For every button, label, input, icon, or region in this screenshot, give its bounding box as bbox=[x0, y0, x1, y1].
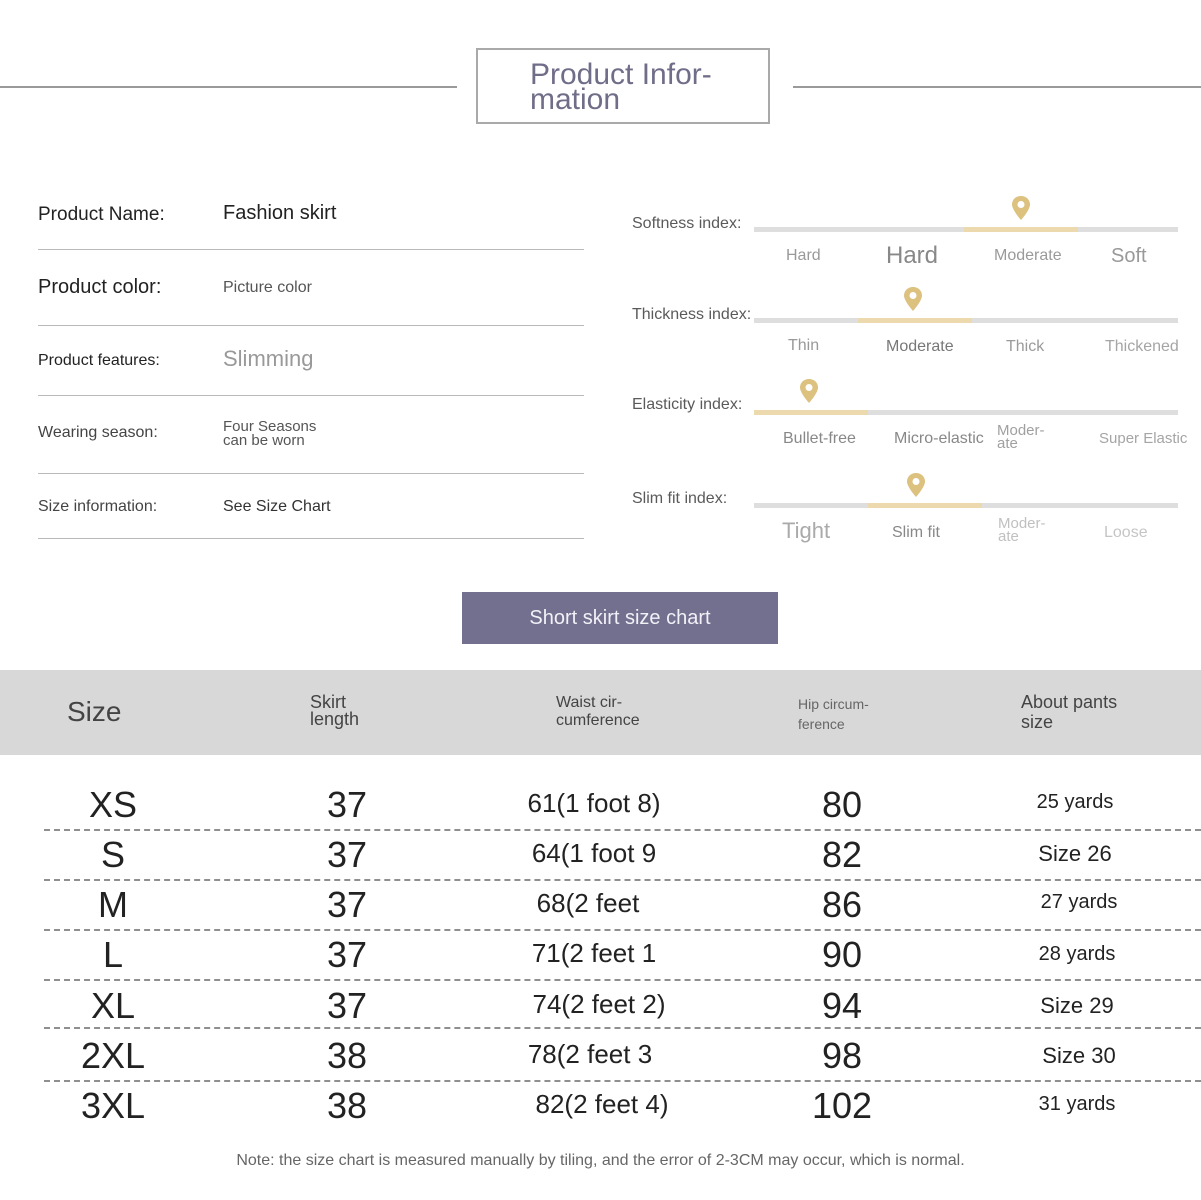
cell-hip: 94 bbox=[821, 985, 863, 1026]
cell-pants-size: 28 yards bbox=[1038, 943, 1116, 965]
page-title: Product Infor- mation bbox=[530, 58, 712, 116]
info-label: Product features: bbox=[38, 352, 160, 369]
index-option: Super Elastic bbox=[1099, 430, 1188, 447]
cell-size: S bbox=[100, 834, 125, 875]
cell-waist: 71(2 feet 1 bbox=[531, 938, 657, 968]
row-divider bbox=[44, 1080, 1201, 1082]
index-highlight bbox=[754, 410, 868, 415]
cell-skirt-length: 37 bbox=[326, 934, 368, 975]
info-divider bbox=[38, 325, 584, 326]
cell-pants-size: Size 26 bbox=[1038, 841, 1112, 866]
cell-size: M bbox=[98, 884, 128, 925]
index-track bbox=[754, 318, 1178, 323]
info-value: Fashion skirt bbox=[223, 202, 337, 224]
index-option: Micro-elastic bbox=[894, 430, 984, 447]
index-label: Elasticity index: bbox=[632, 396, 743, 413]
cell-size: 3XL bbox=[80, 1085, 146, 1126]
info-divider bbox=[38, 538, 584, 539]
index-option: Moderate bbox=[886, 338, 954, 355]
location-pin-icon bbox=[906, 472, 926, 498]
info-label: Product Name: bbox=[38, 204, 165, 225]
header-rule-left bbox=[0, 86, 457, 88]
row-divider bbox=[44, 929, 1201, 931]
cell-size: XL bbox=[90, 985, 136, 1026]
index-option: Soft bbox=[1111, 245, 1147, 267]
title-box bbox=[476, 48, 770, 124]
cell-hip: 80 bbox=[821, 784, 863, 825]
info-value: See Size Chart bbox=[223, 498, 331, 515]
header-rule-right bbox=[793, 86, 1201, 88]
index-option: Hard bbox=[886, 242, 939, 269]
index-label: Slim fit index: bbox=[632, 490, 728, 507]
cell-size: 2XL bbox=[80, 1035, 146, 1076]
header-waist: Waist cir- cumference bbox=[556, 694, 640, 729]
index-option: Bullet-free bbox=[783, 430, 856, 447]
row-divider bbox=[44, 829, 1201, 831]
cell-waist: 74(2 feet 2) bbox=[532, 989, 666, 1019]
index-highlight bbox=[868, 503, 982, 508]
info-divider bbox=[38, 249, 584, 250]
info-divider bbox=[38, 473, 584, 474]
index-track bbox=[754, 410, 1178, 415]
row-divider bbox=[44, 979, 1201, 981]
index-highlight bbox=[858, 318, 972, 323]
info-value: Slimming bbox=[223, 346, 314, 371]
cell-waist: 82(2 feet 4) bbox=[535, 1089, 669, 1119]
header-skirt-length: Skirt length bbox=[310, 692, 360, 729]
index-track bbox=[754, 503, 1178, 508]
cell-waist: 61(1 foot 8) bbox=[527, 788, 661, 818]
cell-hip: 90 bbox=[821, 934, 863, 975]
cell-hip: 86 bbox=[821, 884, 863, 925]
location-pin-icon bbox=[799, 378, 819, 404]
info-label: Product color: bbox=[38, 276, 162, 298]
index-option: Moder- ate bbox=[997, 422, 1045, 452]
size-table-header bbox=[0, 670, 1201, 755]
index-option: Thickened bbox=[1105, 338, 1179, 355]
index-option: Loose bbox=[1104, 524, 1148, 541]
index-option: Tight bbox=[782, 518, 831, 543]
info-divider bbox=[38, 395, 584, 396]
index-track bbox=[754, 227, 1178, 232]
index-label: Softness index: bbox=[632, 215, 742, 232]
cell-size: XS bbox=[88, 784, 138, 825]
cell-waist: 64(1 foot 9 bbox=[531, 838, 657, 868]
row-divider bbox=[44, 1027, 1201, 1029]
size-chart-note: Note: the size chart is measured manually by tiling, and the error of 2-3CM may occur, which is normal. bbox=[236, 1152, 965, 1169]
header-pants-size: About pants size bbox=[1021, 692, 1118, 732]
cell-hip: 82 bbox=[821, 834, 863, 875]
cell-size: L bbox=[102, 934, 124, 975]
cell-skirt-length: 38 bbox=[326, 1035, 368, 1076]
info-label: Size information: bbox=[38, 498, 158, 515]
index-option: Slim fit bbox=[892, 524, 940, 541]
cell-pants-size: 27 yards bbox=[1040, 891, 1118, 913]
cell-pants-size: 25 yards bbox=[1036, 791, 1114, 813]
cell-skirt-length: 38 bbox=[326, 1085, 368, 1126]
cell-skirt-length: 37 bbox=[326, 884, 368, 925]
cell-waist: 68(2 feet bbox=[536, 888, 640, 918]
index-option: Moderate bbox=[994, 247, 1062, 264]
header-size: Size bbox=[67, 696, 122, 727]
index-highlight bbox=[964, 227, 1078, 232]
index-option: Moder- ate bbox=[998, 515, 1046, 545]
info-label: Wearing season: bbox=[38, 424, 158, 441]
index-option: Thick bbox=[1006, 338, 1045, 355]
info-value: Four Seasons can be worn bbox=[223, 418, 317, 449]
cell-skirt-length: 37 bbox=[326, 834, 368, 875]
size-chart-banner: Short skirt size chart bbox=[462, 592, 778, 644]
cell-skirt-length: 37 bbox=[326, 784, 368, 825]
cell-waist: 78(2 feet 3 bbox=[527, 1039, 653, 1069]
cell-pants-size: Size 29 bbox=[1040, 993, 1114, 1018]
header-hip: Hip circum- ference bbox=[798, 696, 869, 732]
index-option: Hard bbox=[786, 247, 821, 264]
cell-hip: 102 bbox=[811, 1085, 873, 1126]
row-divider bbox=[44, 879, 1201, 881]
location-pin-icon bbox=[1011, 195, 1031, 221]
cell-pants-size: 31 yards bbox=[1038, 1093, 1116, 1115]
cell-hip: 98 bbox=[821, 1035, 863, 1076]
info-value: Picture color bbox=[223, 279, 312, 296]
index-option: Thin bbox=[788, 337, 820, 354]
index-label: Thickness index: bbox=[632, 306, 752, 323]
location-pin-icon bbox=[903, 286, 923, 312]
cell-pants-size: Size 30 bbox=[1042, 1043, 1116, 1068]
cell-skirt-length: 37 bbox=[326, 985, 368, 1026]
